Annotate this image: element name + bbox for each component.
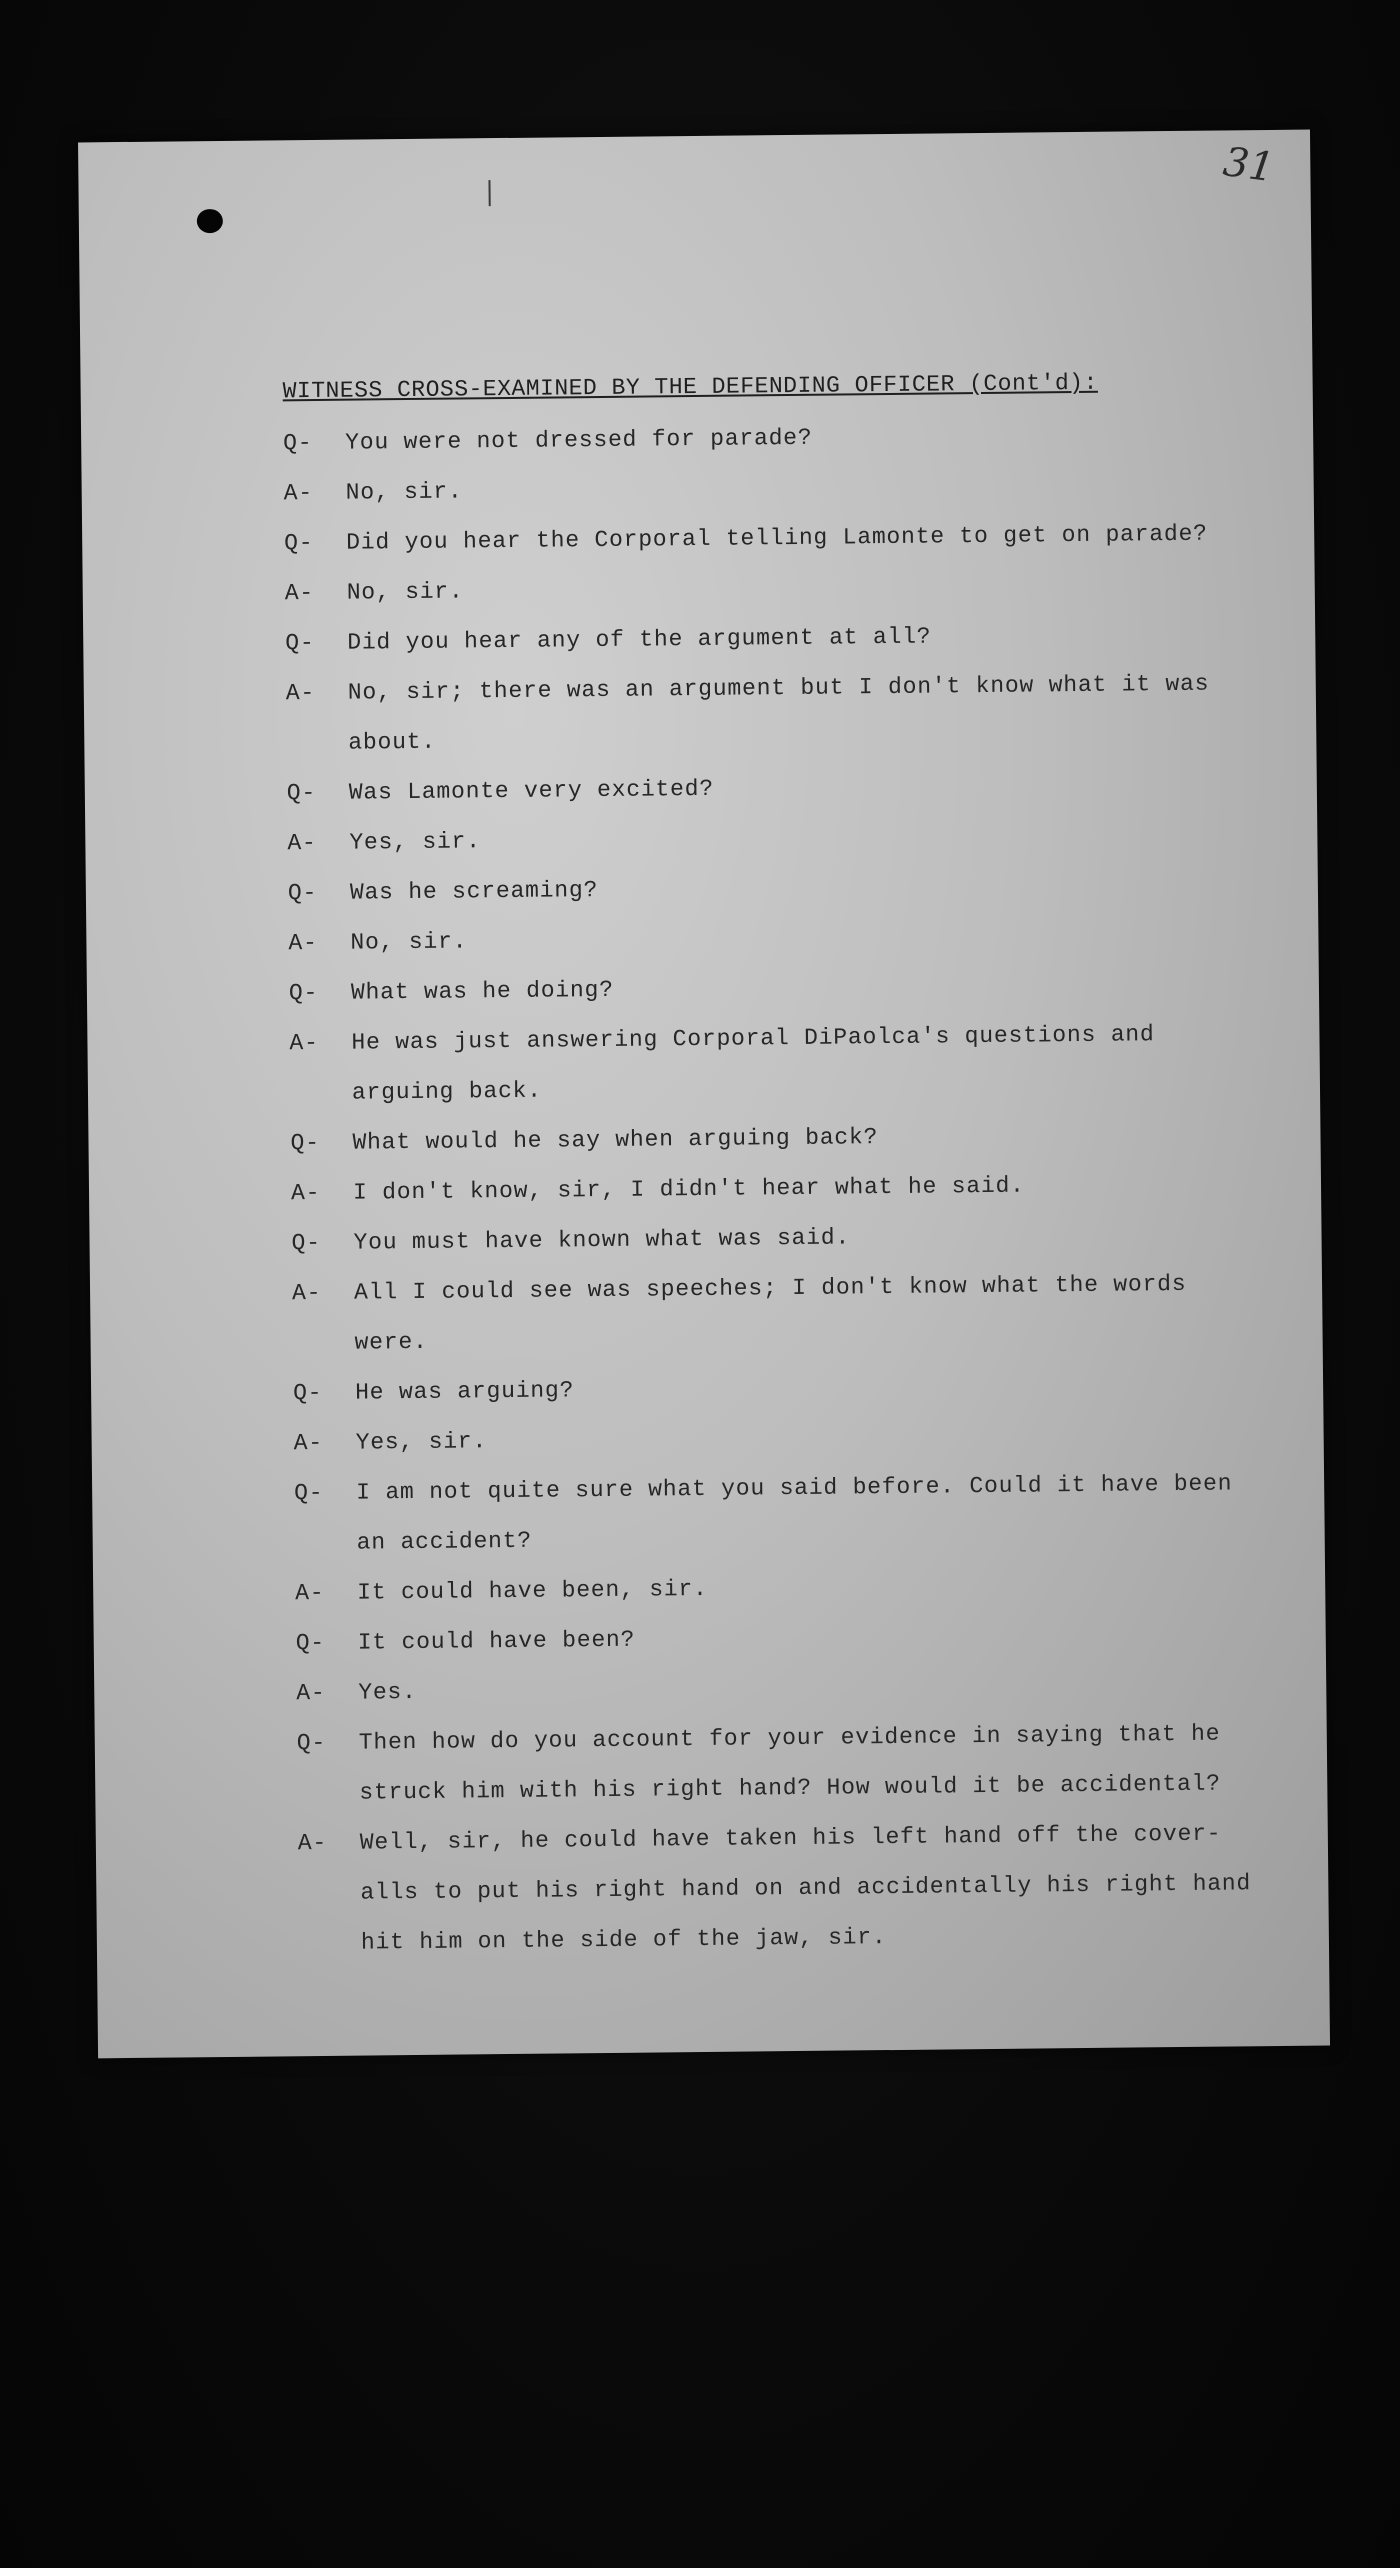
utterance-text: It could have been?	[357, 1626, 636, 1656]
speaker-label: A-	[293, 1429, 324, 1457]
utterance-text: Then how do you account for your evidence in saying that he struck him with his right hand? How would it be accidental?	[358, 1720, 1221, 1806]
speaker-label: Q-	[290, 1129, 320, 1157]
speaker-label: Q-	[293, 1379, 323, 1407]
pencil-tick-mark	[488, 180, 490, 206]
utterance-text: It could have been, sir.	[357, 1575, 708, 1606]
speaker-label: A-	[295, 1579, 325, 1607]
speaker-label: Q-	[286, 779, 317, 807]
speaker-label: Q-	[284, 530, 314, 557]
speaker-label: A-	[283, 480, 314, 507]
speaker-label: Q-	[285, 630, 315, 657]
section-heading: WITNESS CROSS-EXAMINED BY THE DEFENDING OFFICER (Cont'd):	[282, 369, 1098, 405]
utterance-text: I am not quite sure what you said before. Could it have been an accident?	[356, 1470, 1233, 1556]
speaker-label: Q-	[288, 979, 319, 1007]
speaker-label: Q-	[287, 879, 318, 907]
speaker-label: A-	[289, 1029, 319, 1057]
speaker-label: Q-	[294, 1479, 324, 1507]
utterance-text: All I could see was speeches; I don't know what the words were.	[353, 1270, 1187, 1356]
speaker-label: A-	[290, 1179, 321, 1207]
utterance-text: No, sir.	[345, 478, 463, 506]
transcript-line	[298, 1822, 1280, 1982]
speaker-label: Q-	[291, 1229, 321, 1257]
utterance-text: No, sir.	[346, 578, 464, 606]
speaker-label: A-	[285, 679, 316, 707]
utterance-text: He was arguing?	[355, 1377, 575, 1406]
utterance-text: No, sir; there was an argument but I don't know what it was about.	[347, 670, 1210, 756]
speaker-label: A-	[291, 1279, 322, 1307]
speaker-label: A-	[287, 829, 317, 857]
utterance-text: He was just answering Corporal DiPaolca's questions and arguing back.	[351, 1021, 1155, 1106]
folio-number: 31	[1220, 139, 1278, 192]
punch-hole	[197, 209, 223, 233]
utterance-text: Did you hear any of the argument at all?	[347, 623, 932, 656]
utterance-text: Well, sir, he could have taken his left hand off the cover-alls to put his right hand on and accidentally his right hand hit him on the side of the jaw, sir.	[359, 1820, 1252, 1956]
utterance-text: Yes, sir.	[355, 1428, 488, 1456]
speaker-label: Q-	[283, 430, 313, 457]
utterance-text: You must have known what was said.	[353, 1224, 851, 1256]
speaker-label: A-	[297, 1829, 328, 1857]
utterance-text: You were not dressed for parade?	[345, 424, 813, 456]
speaker-label: A-	[288, 929, 318, 957]
speaker-label: A-	[284, 580, 315, 607]
document-sheet	[78, 130, 1330, 2059]
speaker-label: A-	[296, 1679, 326, 1707]
utterance-text: Did you hear the Corporal telling Lamonte to get on parade?	[346, 520, 1208, 556]
speaker-label: Q-	[295, 1629, 326, 1657]
utterance-text: What was he doing?	[350, 976, 614, 1006]
transcript	[283, 422, 1279, 1982]
utterance-text: What would he say when arguing back?	[352, 1124, 879, 1156]
speaker-label: Q-	[296, 1729, 327, 1757]
utterance-text: I don't know, sir, I didn't hear what he said.	[352, 1172, 1025, 1206]
utterance-text: Yes, sir.	[349, 828, 481, 856]
utterance-text: Yes.	[358, 1678, 417, 1706]
utterance-text: Was he screaming?	[349, 877, 599, 906]
utterance-text: Was Lamonte very excited?	[348, 775, 715, 806]
utterance-text: No, sir.	[350, 928, 468, 956]
